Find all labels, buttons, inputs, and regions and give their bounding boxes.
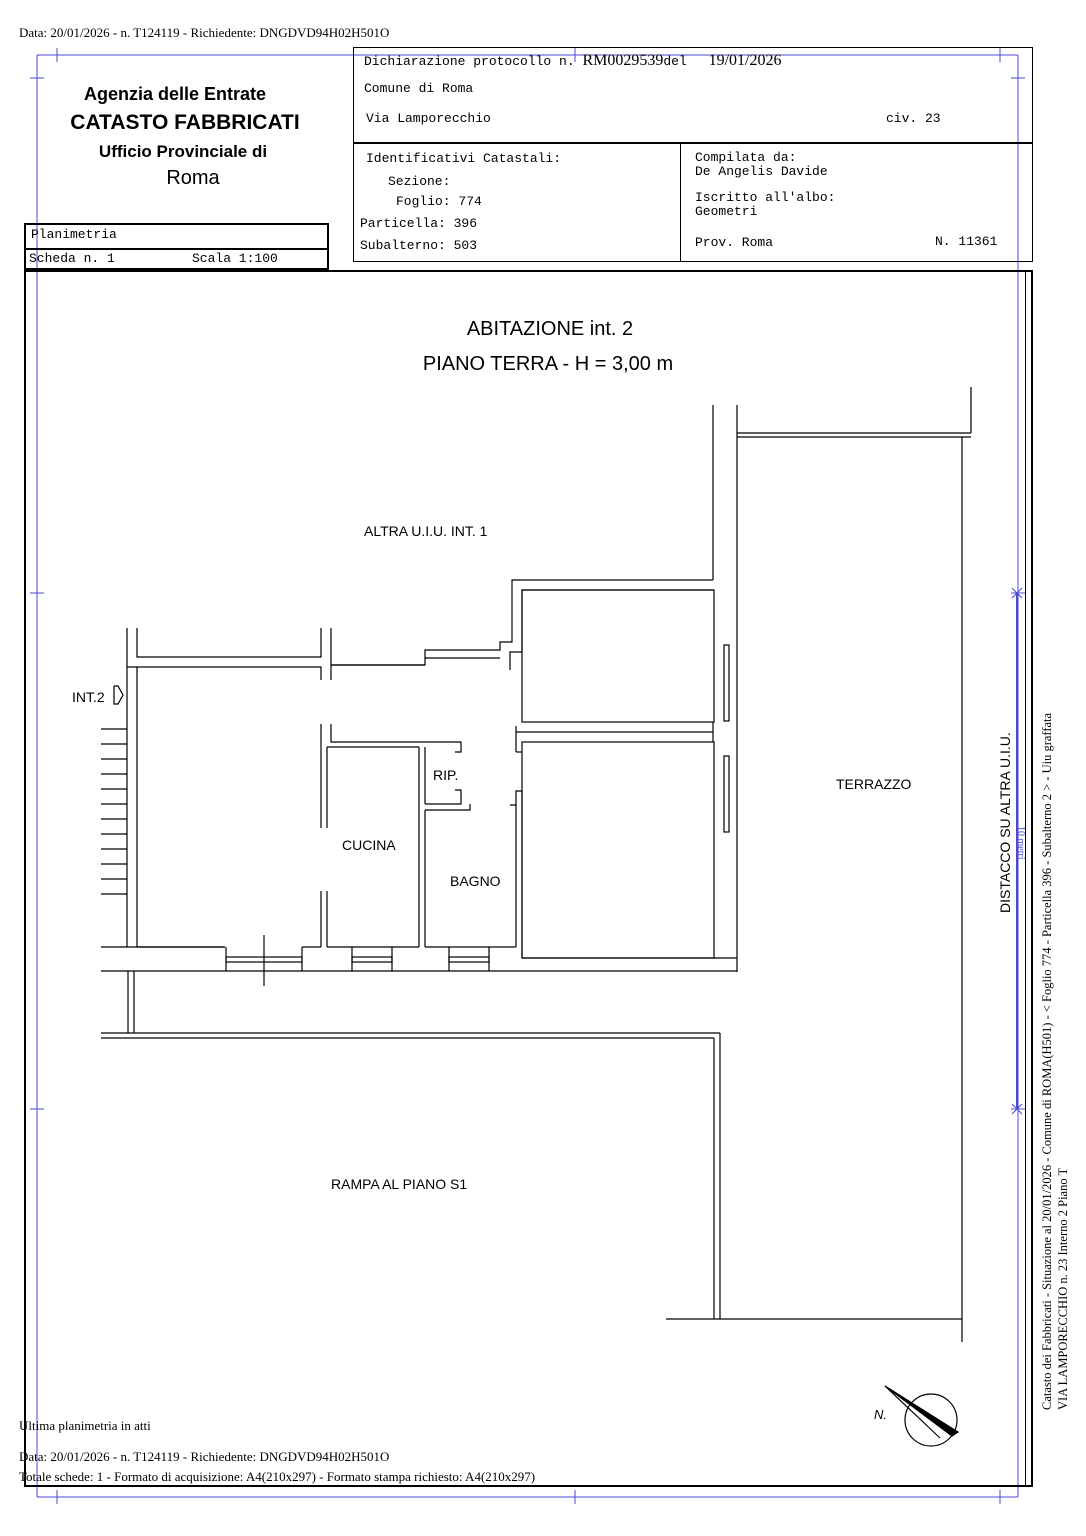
ufficio-city: Roma bbox=[166, 167, 220, 189]
albo-number: N. 11361 bbox=[935, 234, 998, 249]
side-text-line2: VIA LAMPORECCHIO n. 23 Interno 2 Piano T bbox=[1056, 1167, 1070, 1410]
plan-title: ABITAZIONE int. 2 bbox=[466, 318, 634, 340]
iscritto-label: Iscritto all'albo: bbox=[695, 190, 836, 205]
compilata-label: Compilata da: bbox=[695, 150, 797, 165]
civ-label: civ. 23 bbox=[886, 111, 941, 126]
protocollo-number: RM0029539 bbox=[582, 52, 664, 69]
via-label: Via Lamporecchio bbox=[366, 111, 491, 126]
footer-totale-schede: Totale schede: 1 - Formato di acquisizione: A4(210x297) - Formato stampa richiesto: A4(210x297) bbox=[19, 1469, 536, 1484]
ultima-planimetria: Ultima planimetria in atti bbox=[19, 1418, 151, 1433]
particella-label: Particella: 396 bbox=[360, 216, 478, 231]
dichiarazione-label: Dichiarazione protocollo n. bbox=[364, 54, 575, 69]
comune-label: Comune di Roma bbox=[364, 81, 474, 96]
north-label: N. bbox=[874, 1407, 887, 1422]
compilatore-name: De Angelis Davide bbox=[695, 164, 828, 179]
room-bagno: BAGNO bbox=[450, 873, 501, 889]
footer-request-line: Data: 20/01/2026 - n. T124119 - Richiedente: DNGDVD94H02H501O bbox=[19, 1449, 390, 1464]
room-altra-uiu: ALTRA U.I.U. INT. 1 bbox=[364, 523, 488, 539]
identificativi-label: Identificativi Catastali: bbox=[366, 151, 562, 166]
room-terrazzo: TERRAZZO bbox=[836, 776, 912, 792]
sezione-label: Sezione: bbox=[388, 174, 451, 189]
entrance-label: INT.2 bbox=[72, 689, 105, 705]
plan-subtitle: PIANO TERRA - H = 3,00 m bbox=[422, 353, 674, 375]
protocollo-date: 19/01/2026 bbox=[708, 52, 782, 69]
foglio-label: Foglio: 774 bbox=[396, 194, 482, 209]
scale-bar-label: 10 metri bbox=[1015, 826, 1026, 860]
top-request-line: Data: 20/01/2026 - n. T124119 - Richiedente: DNGDVD94H02H501O bbox=[19, 25, 390, 40]
planimetria-label: Planimetria bbox=[31, 227, 117, 242]
ufficio-label: Ufficio Provinciale di bbox=[98, 142, 268, 161]
distacco-label: DISTACCO SU ALTRA U.I.U. bbox=[997, 732, 1013, 913]
catasto-title: CATASTO FABBRICATI bbox=[70, 111, 300, 134]
agency-name: Agenzia delle Entrate bbox=[83, 84, 267, 104]
scala-label: Scala 1:100 bbox=[192, 251, 278, 266]
subalterno-label: Subalterno: 503 bbox=[360, 238, 478, 253]
prov-label: Prov. Roma bbox=[695, 235, 774, 250]
room-cucina: CUCINA bbox=[342, 837, 396, 853]
del-label: del bbox=[663, 54, 687, 69]
albo-label: Geometri bbox=[695, 204, 758, 219]
side-text-line1: Catasto dei Fabbricati - Situazione al 20/01/2026 - Comune di ROMA(H501) - < Foglio 774 - Particella 396 - Subalterno 2 > - Uiu graffata bbox=[1040, 712, 1054, 1410]
scheda-label: Scheda n. 1 bbox=[29, 251, 115, 266]
room-rip: RIP. bbox=[433, 767, 459, 783]
room-rampa: RAMPA AL PIANO S1 bbox=[331, 1176, 468, 1192]
